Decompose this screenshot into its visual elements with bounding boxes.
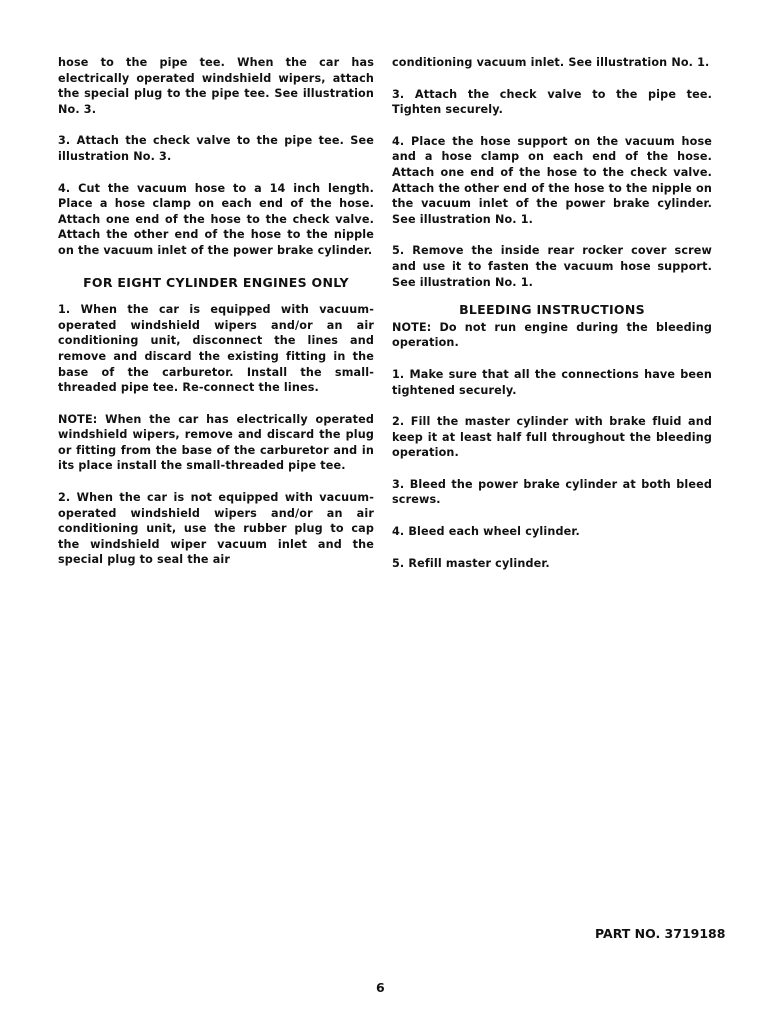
paragraph-bleed-step-1: 1. Make sure that all the connections have been tightened securely. [392,367,712,397]
paragraph-step-2-rubber-plug: 2. When the car is not equipped with vacuum-operated windshield wipers and/or an air conditioning unit, use the rubber plug to cap the windshield wiper vacuum inlet and the special plug to seal the air [58,491,374,567]
paragraph-hose-pipe-tee: hose to the pipe tee. When the car has electrically operated windshield wipers, attach the special plug to the pipe tee. See illustration No. 3. [58,56,374,116]
paragraph-step-1-vacuum-wipers: 1. When the car is equipped with vacuum-operated windshield wipers and/or an air conditioning unit, disconnect the lines and remove and discard the existing fitting in the base of the carburetor. Install the small-threaded pipe tee. Re-connect the lines. [58,303,374,395]
page-number: 6 [376,980,385,995]
paragraph-step-3-check-valve: 3. Attach the check valve to the pipe tee. See illustration No. 3. [58,134,374,163]
paragraph-step-4-cut-hose: 4. Cut the vacuum hose to a 14 inch length. Place a hose clamp on each end of the hose. Attach one end of the hose to the check valve. Attach the other end of the hose to the nipple on the vacuum inlet of the power brake cylinder. [58,181,374,257]
paragraph-bleed-step-4: 4. Bleed each wheel cylinder. [392,525,580,539]
left-column [58,55,374,584]
paragraph-step-4-hose-support: 4. Place the hose support on the vacuum hose and a hose clamp on each end of the hose. Attach one end of the hose to the check valve. Attach the other end of the hose to the nipple on the vacuum inlet of the power brake cylinder. See illustration No. 1. [392,134,712,226]
section-heading-bleeding: BLEEDING INSTRUCTIONS [459,302,645,318]
paragraph-air-conditioning-inlet: conditioning vacuum inlet. See illustration No. 1. [392,56,710,69]
paragraph-note-electric-wipers: NOTE: When the car has electrically operated windshield wipers, remove and discard the plug or fitting from the base of the carburetor and in its place install the small-threaded pipe tee. [58,412,374,473]
paragraph-step-5-rocker-screw: 5. Remove the inside rear rocker cover screw and use it to fasten the vacuum hose support. See illustration No. 1. [392,244,712,289]
paragraph-bleed-step-2: 2. Fill the master cylinder with brake fluid and keep it at least half full throughout the bleeding operation. [392,415,712,460]
paragraph-bleed-step-5: 5. Refill master cylinder. [392,556,550,570]
paragraph-note-no-engine: NOTE: Do not run engine during the bleeding operation. [392,320,712,350]
part-number: PART NO. 3719188 [595,926,726,941]
paragraph-bleed-step-3: 3. Bleed the power brake cylinder at both bleed screws. [392,477,712,507]
section-heading-eight-cylinder: FOR EIGHT CYLINDER ENGINES ONLY [83,274,349,290]
paragraph-step-3-tighten: 3. Attach the check valve to the pipe tee. Tighten securely. [392,87,712,117]
right-column [392,55,712,587]
